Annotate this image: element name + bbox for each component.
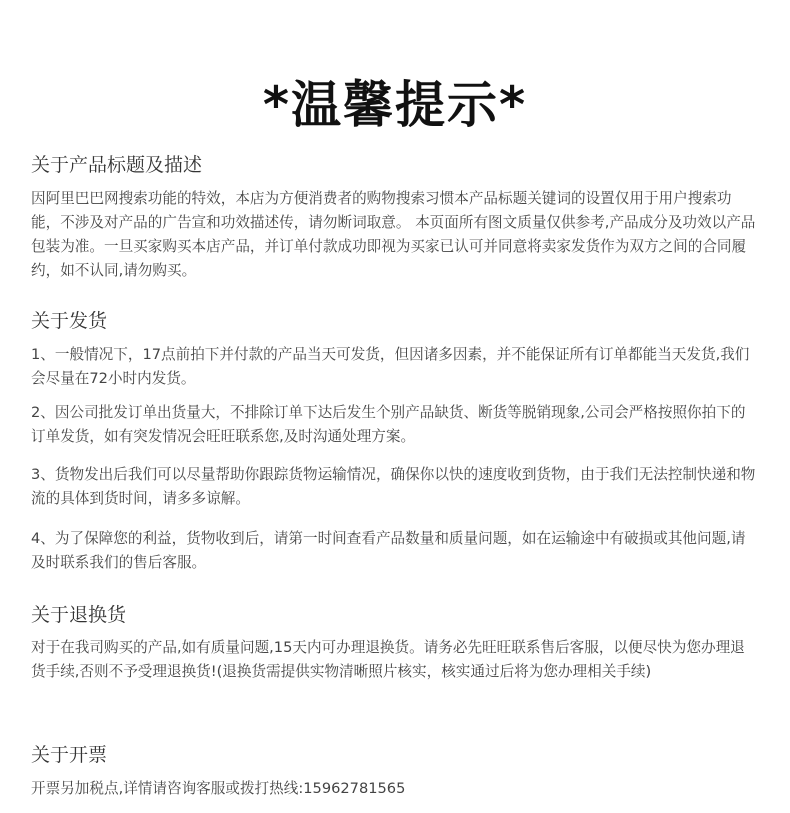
- section-heading-invoice: 关于开票: [31, 744, 108, 766]
- section-heading-product-description: 关于产品标题及描述: [31, 154, 203, 176]
- paragraph-shipping-2: 2、因公司批发订单出货量大，不排除订单下达后发生个别产品缺货、断货等脱销现象,公司会严格按照你拍下的订单发货，如有突发情况会旺旺联系您,及时沟通处理方案。: [31, 404, 746, 445]
- section-heading-returns: 关于退换货: [31, 604, 127, 626]
- paragraph-shipping-1: 1、一般情况下，17点前拍下并付款的产品当天可发货，但因诸多因素，并不能保证所有订单都能当天发货,我们会尽量在72小时内发货。: [31, 346, 750, 387]
- section-heading-shipping: 关于发货: [31, 310, 108, 332]
- paragraph-invoice: 开票另加税点,详情请咨询客服或拨打热线:15962781565: [31, 780, 406, 797]
- paragraph-shipping-3: 3、货物发出后我们可以尽量帮助你跟踪货物运输情况，确保你以快的速度收到货物，由于我们无法控制快递和物流的具体到货时间，请多多谅解。: [31, 466, 756, 507]
- paragraph-shipping-4: 4、为了保障您的利益，货物收到后，请第一时间查看产品数量和质量问题，如在运输途中有破损或其他问题,请及时联系我们的售后客服。: [31, 530, 746, 571]
- paragraph-product-description: 因阿里巴巴网搜索功能的特效，本店为方便消费者的购物搜索习惯本产品标题关键词的设置仅用于用户搜索功能，不涉及对产品的广告宣和功效描述传，请勿断词取意。 本页面所有图文质量仅供参考,产品成分及功效以产品包装为准。一旦买家购买本店产品，并订单付款成功即视为买家已认可并同意将卖家发货作为双方之间的合同履约，如不认同,请勿购买。: [31, 190, 756, 279]
- paragraph-returns: 对于在我司购买的产品,如有质量问题,15天内可办理退换货。请务必先旺旺联系售后客服，以便尽快为您办理退货手续,否则不予受理退换货!(退换货需提供实物清晰照片核实，核实通过后将为您办理相关手续): [31, 639, 745, 680]
- page-title: *温馨提示*: [262, 76, 528, 134]
